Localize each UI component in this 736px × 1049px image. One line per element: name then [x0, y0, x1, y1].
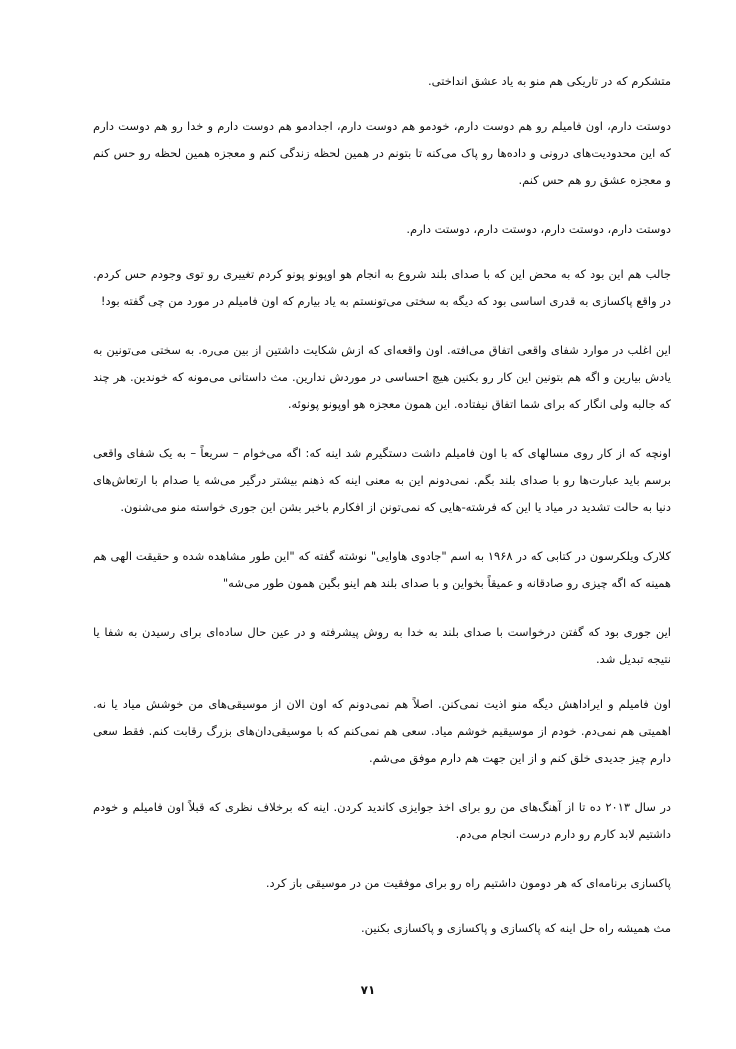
paragraph: این اغلب در موارد شفای واقعی اتفاق می‌افته. اون واقعه‌ای که ازش شکایت داشتین از بین می‌ره. به سختی می‌تونین به یادش بیارین و اگه هم بتونین این کار رو بکنین هیچ احساسی در موردش ندارین. مث داستانی می‌مونه که خوندین. هر چند که جالبه ولی انگار که برای شما اتفاق نیفتاده. این همون معجزه هو اوپونو پونوئه. [93, 343, 671, 411]
paragraph: کلارک ویلکرسون در کتابی که در ۱۹۶۸ به اسم "جادوی هاوایی" نوشته گفته که "این طور مشاهده شده و حقیقت الهی هم همینه که اگه چیزی رو صادقانه و عمیقاً بخواین و با صدای بلند هم اینو بگین همون طور می‌شه" [93, 549, 671, 590]
paragraph: پاکسازی برنامه‌ای که هر دومون داشتیم راه رو برای موفقیت من در موسیقی باز کرد. [265, 876, 671, 890]
paragraph: متشکرم که در تاریکی هم منو به یاد عشق انداختی. [428, 74, 671, 88]
paragraph: جالب هم این بود که به محض این که با صدای بلند شروع به انجام هو اوپونو پونو کردم تغییری رو توی وجودم حس کردم. در واقع پاکسازی به قدری اساسی بود که دیگه به سختی می‌تونستم به یاد بیارم که اون فامیلم در مورد من چی گفته بود! [93, 267, 671, 308]
paragraph: مث همیشه راه حل اینه که پاکسازی و پاکسازی و پاکسازی بکنین. [360, 921, 671, 935]
paragraph: اونچه که از کار روی مسالهای که با اون فامیلم داشت دستگیرم شد اینه که: اگه می‌خوام – سریعاً – به یک شفای واقعی برسم باید عبارت‌ها رو با صدای بلند بگم. نمی‌دونم این به معنی اینه که ذهنم بیشتر درگیر می‌شه یا صدام با ارتعاش‌های دنیا به حالت تشدید در میاد یا این که فرشته-هایی که نمی‌تونن از افکارم باخبر بشن این جوری خواسته منو می‌شنون. [93, 446, 671, 514]
page-body [93, 68, 671, 964]
paragraph: در سال ۲۰۱۳ ده تا از آهنگ‌های من رو برای اخذ جوایزی کاندید کردن. اینه که برخلاف نظری که قبلاً اون فامیلم و خودم داشتیم لابد کارم رو دارم درست انجام می‌دم. [93, 800, 671, 841]
paragraph: دوستت دارم، دوستت دارم، دوستت دارم، دوستت دارم. [406, 222, 671, 236]
paragraph: دوستت دارم، اون فامیلم رو هم دوست دارم، خودمو هم دوست دارم، اجدادمو هم دوست دارم و خدا رو هم دوست دارم که این محدودیت‌های درونی و داده‌ها رو پاک می‌کنه تا بتونم در همین لحظه زندگی کنم و معجزه همین لحظه رو حس کنم و معجزه عشق رو هم حس کنم. [93, 119, 671, 187]
paragraph: اون فامیلم و ایراداهش دیگه منو اذیت نمی‌کنن. اصلاً هم نمی‌دونم که اون الان از موسیقی‌های من خوشش میاد یا نه. اهمیتی هم نمی‌دم. خودم از موسیقیم خوشم میاد. سعی هم نمی‌کنم که با موسیقی‌دان‌های بزرگ رقابت کنم. فقط سعی دارم چیز جدیدی خلق کنم و از این جهت هم دارم موفق می‌شم. [93, 697, 671, 765]
page-number: ۷۱ [360, 983, 376, 997]
paragraph: این جوری بود که گفتن درخواست با صدای بلند به خدا به روش پیشرفته و در عین حال ساده‌ای برای رسیدن به شفا یا نتیجه تبدیل شد. [93, 625, 671, 666]
